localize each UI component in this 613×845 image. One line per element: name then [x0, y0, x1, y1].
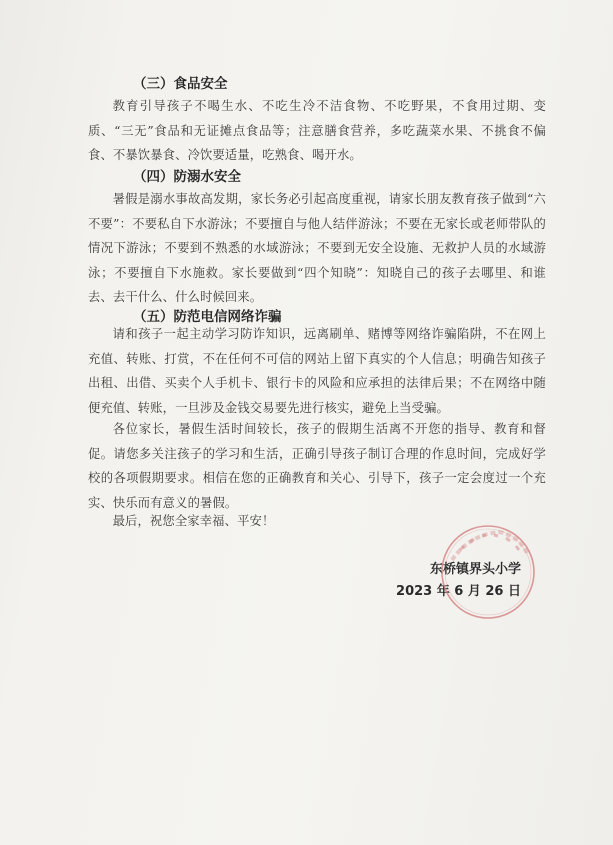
paragraph-closing-wishes: 最后，祝您全家幸福、平安！: [112, 514, 275, 528]
signature-school-name: 东桥镇界头小学: [429, 562, 521, 577]
official-seal-stamp: [430, 516, 550, 626]
section-heading-food-safety: （三）食品安全: [133, 76, 228, 92]
signature-date: 2023 年 6 月 26 日: [396, 584, 521, 599]
paragraph-fraud-prevention: 请和孩子一起主动学习防诈知识，远离刷单、赌博等网络诈骗陷阱，不在网上充值、转账、打赏，不在任何不可信的网站上留下真实的个人信息；明确告知孩子出租、出借、买卖个人手机卡、银行卡的风险和应承担的法律后果；不在网络中随便充值、转账，一旦涉及金钱交易要先进行核实，避免上当受骗。: [88, 327, 546, 415]
section-heading-fraud-prevention: （五）防范电信网络诈骗: [133, 309, 282, 325]
paragraph-food-safety: 教育引导孩子不喝生水、不吃生冷不洁食物、不吃野果，不食用过期、变质、“三无”食品和无证摊点食品等；注意膳食营养，多吃蔬菜水果、不挑食不偏食、不暴饮暴食、冷饮要适量，吃熟食、喝开水。: [88, 99, 546, 162]
paragraph-drowning-prevention: 暑假是溺水事故高发期，家长务必引起高度重视，请家长朋友教育孩子做到“六不要”：不要私自下水游泳；不要擅自与他人结伴游泳；不要在无家长或老师带队的情况下游泳；不要到不熟悉的水域游泳；不要到无安全设施、无救护人员的水域游泳；不要擅自下水施救。家长要做到“四个知晓”：知晓自己的孩子去哪里、和谁去、去干什么、什么时候回来。: [88, 192, 546, 304]
paragraph-parents-message: 各位家长，暑假生活时间较长，孩子的假期生活离不开您的指导、教育和督促。请您多关注孩子的学习和生活，正确引导孩子制订合理的作息时间，完成好学校的各项假期要求。相信在您的正确教育和关心、引导下，孩子一定会度过一个充实、快乐而有意义的暑假。: [88, 422, 546, 510]
section-heading-drowning-prevention: （四）防溺水安全: [133, 169, 241, 185]
